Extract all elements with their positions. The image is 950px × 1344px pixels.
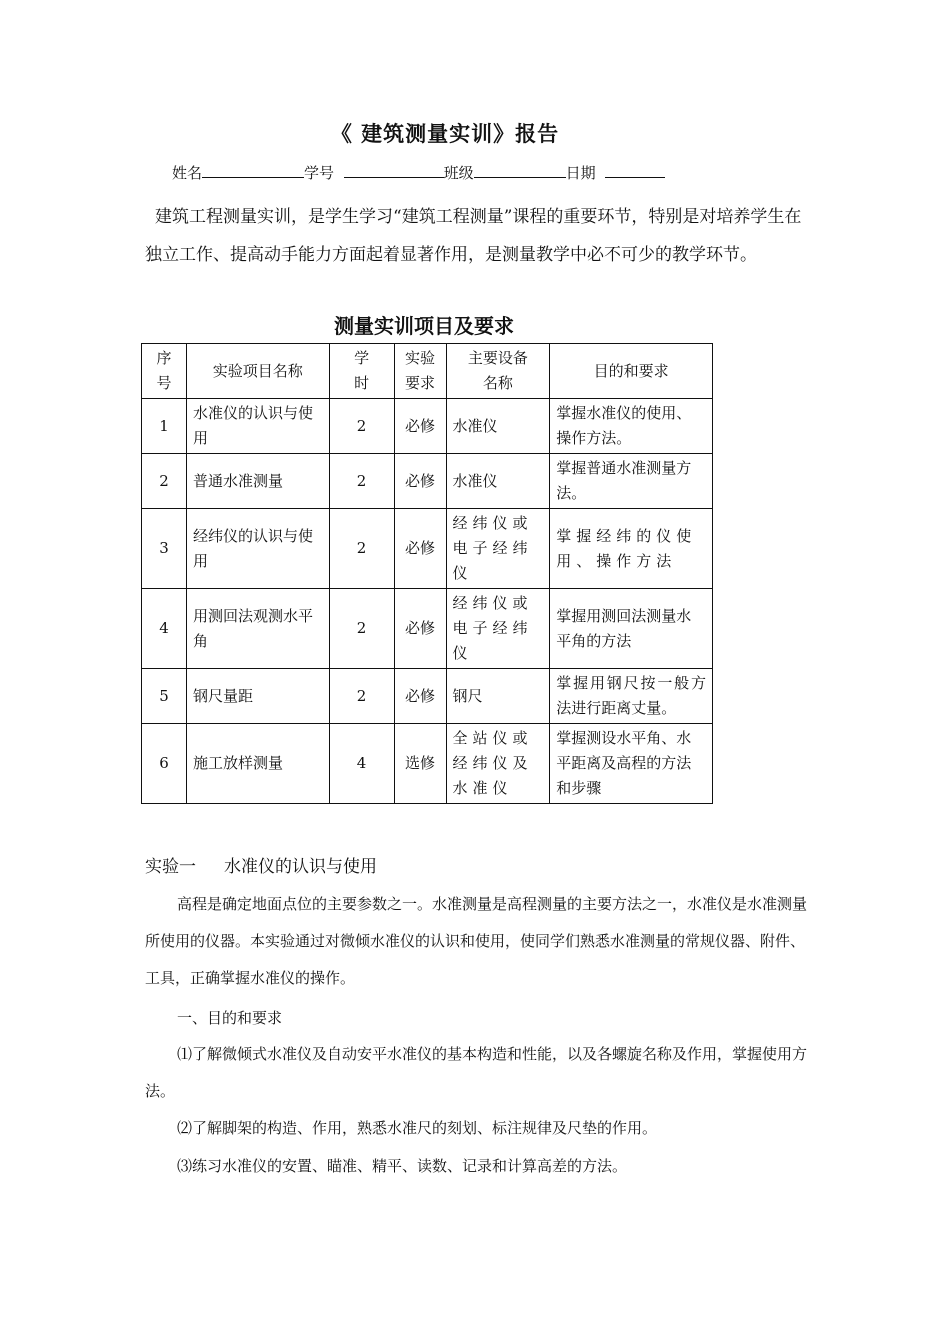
row-requirement: 必修 [394, 454, 446, 509]
header-name: 实验项目名称 [186, 344, 329, 399]
experiment-heading [145, 852, 377, 877]
row-hours: 2 [329, 509, 394, 589]
row-hours: 2 [329, 589, 394, 669]
row-requirement: 必修 [394, 399, 446, 454]
requirement-item: ⑶练习水准仪的安置、瞄准、精平、读数、记录和计算高差的方法。 [177, 1157, 628, 1175]
row-name: 钢尺量距 [186, 669, 329, 724]
row-goal: 掌握测设水平角、水平距离及高程的方法和步骤 [550, 724, 713, 804]
header-requirement: 实验要求 [394, 344, 446, 399]
requirement-item: ⑵了解脚架的构造、作用，熟悉水准尺的刻划、标注规律及尺垫的作用。 [177, 1119, 658, 1137]
experiment-paragraph: 高程是确定地面点位的主要参数之一。水准测量是高程测量的主要方法之一，水准仪是水准测量所使用的仪器。本实验通过对微倾水准仪的认识和使用，使同学们熟悉水准测量的常规仪器、附件、工具，正确掌握水准仪的操作。 [145, 895, 808, 987]
name-label: 姓名 [172, 164, 203, 182]
student-info-line [172, 161, 665, 183]
row-requirement: 必修 [394, 669, 446, 724]
row-goal: 掌握用钢尺按一般方法进行距离丈量。 [550, 669, 713, 724]
row-requirement: 必修 [394, 509, 446, 589]
row-equipment: 钢尺 [446, 669, 550, 724]
row-goal: 掌握经纬的仪使用、操作方法 [550, 509, 713, 589]
row-name: 施工放样测量 [186, 724, 329, 804]
table-row [142, 589, 713, 669]
intro-paragraph: 建筑工程测量实训，是学生学习“建筑工程测量”课程的重要环节，特别是对培养学生在独立工作、提高动手能力方面起着显著作用，是测量教学中必不可少的教学环节。 [145, 207, 802, 265]
date-blank [605, 161, 665, 178]
project-table [141, 343, 713, 804]
report-title: 《 建筑测量实训》报告 [330, 122, 560, 146]
row-goal: 掌握用测回法测量水平角的方法 [550, 589, 713, 669]
row-name: 用测回法观测水平角 [186, 589, 329, 669]
row-hours: 4 [329, 724, 394, 804]
class-blank [474, 161, 566, 178]
row-requirement: 必修 [394, 589, 446, 669]
table-row [142, 399, 713, 454]
table-title: 测量实训项目及要求 [334, 314, 514, 338]
row-no: 5 [142, 669, 187, 724]
row-name: 水准仪的认识与使用 [186, 399, 329, 454]
date-label: 日期 [565, 164, 596, 182]
header-goal: 目的和要求 [550, 344, 713, 399]
header-equipment: 主要设备名称 [446, 344, 550, 399]
table-row [142, 724, 713, 804]
class-label: 班级 [443, 164, 474, 182]
row-hours: 2 [329, 454, 394, 509]
table-row [142, 509, 713, 589]
row-no: 2 [142, 454, 187, 509]
row-no: 1 [142, 399, 187, 454]
row-goal: 掌握水准仪的使用、操作方法。 [550, 399, 713, 454]
row-name: 经纬仪的认识与使用 [186, 509, 329, 589]
row-equipment: 全站仪或经纬仪及水准仪 [446, 724, 550, 804]
row-no: 4 [142, 589, 187, 669]
table-row [142, 669, 713, 724]
row-equipment: 水准仪 [446, 454, 550, 509]
name-blank [202, 161, 304, 178]
row-equipment: 水准仪 [446, 399, 550, 454]
section-heading: 一、目的和要求 [177, 1009, 283, 1027]
row-no: 6 [142, 724, 187, 804]
student-id-label: 学号 [304, 164, 335, 182]
row-equipment: 经纬仪或电子经纬仪 [446, 509, 550, 589]
experiment-label: 实验一 [145, 857, 196, 877]
experiment-title: 水准仪的认识与使用 [224, 857, 377, 877]
header-no: 序号 [142, 344, 187, 399]
row-no: 3 [142, 509, 187, 589]
requirement-item: ⑴了解微倾式水准仪及自动安平水准仪的基本构造和性能，以及各螺旋名称及作用，掌握使用方法。 [145, 1045, 808, 1100]
row-name: 普通水准测量 [186, 454, 329, 509]
row-goal: 掌握普通水准测量方法。 [550, 454, 713, 509]
row-requirement: 选修 [394, 724, 446, 804]
table-row [142, 454, 713, 509]
row-equipment: 经纬仪或电子经纬仪 [446, 589, 550, 669]
row-hours: 2 [329, 669, 394, 724]
student-id-blank [344, 161, 444, 178]
table-header-row [142, 344, 713, 399]
header-hours: 学时 [329, 344, 394, 399]
row-hours: 2 [329, 399, 394, 454]
